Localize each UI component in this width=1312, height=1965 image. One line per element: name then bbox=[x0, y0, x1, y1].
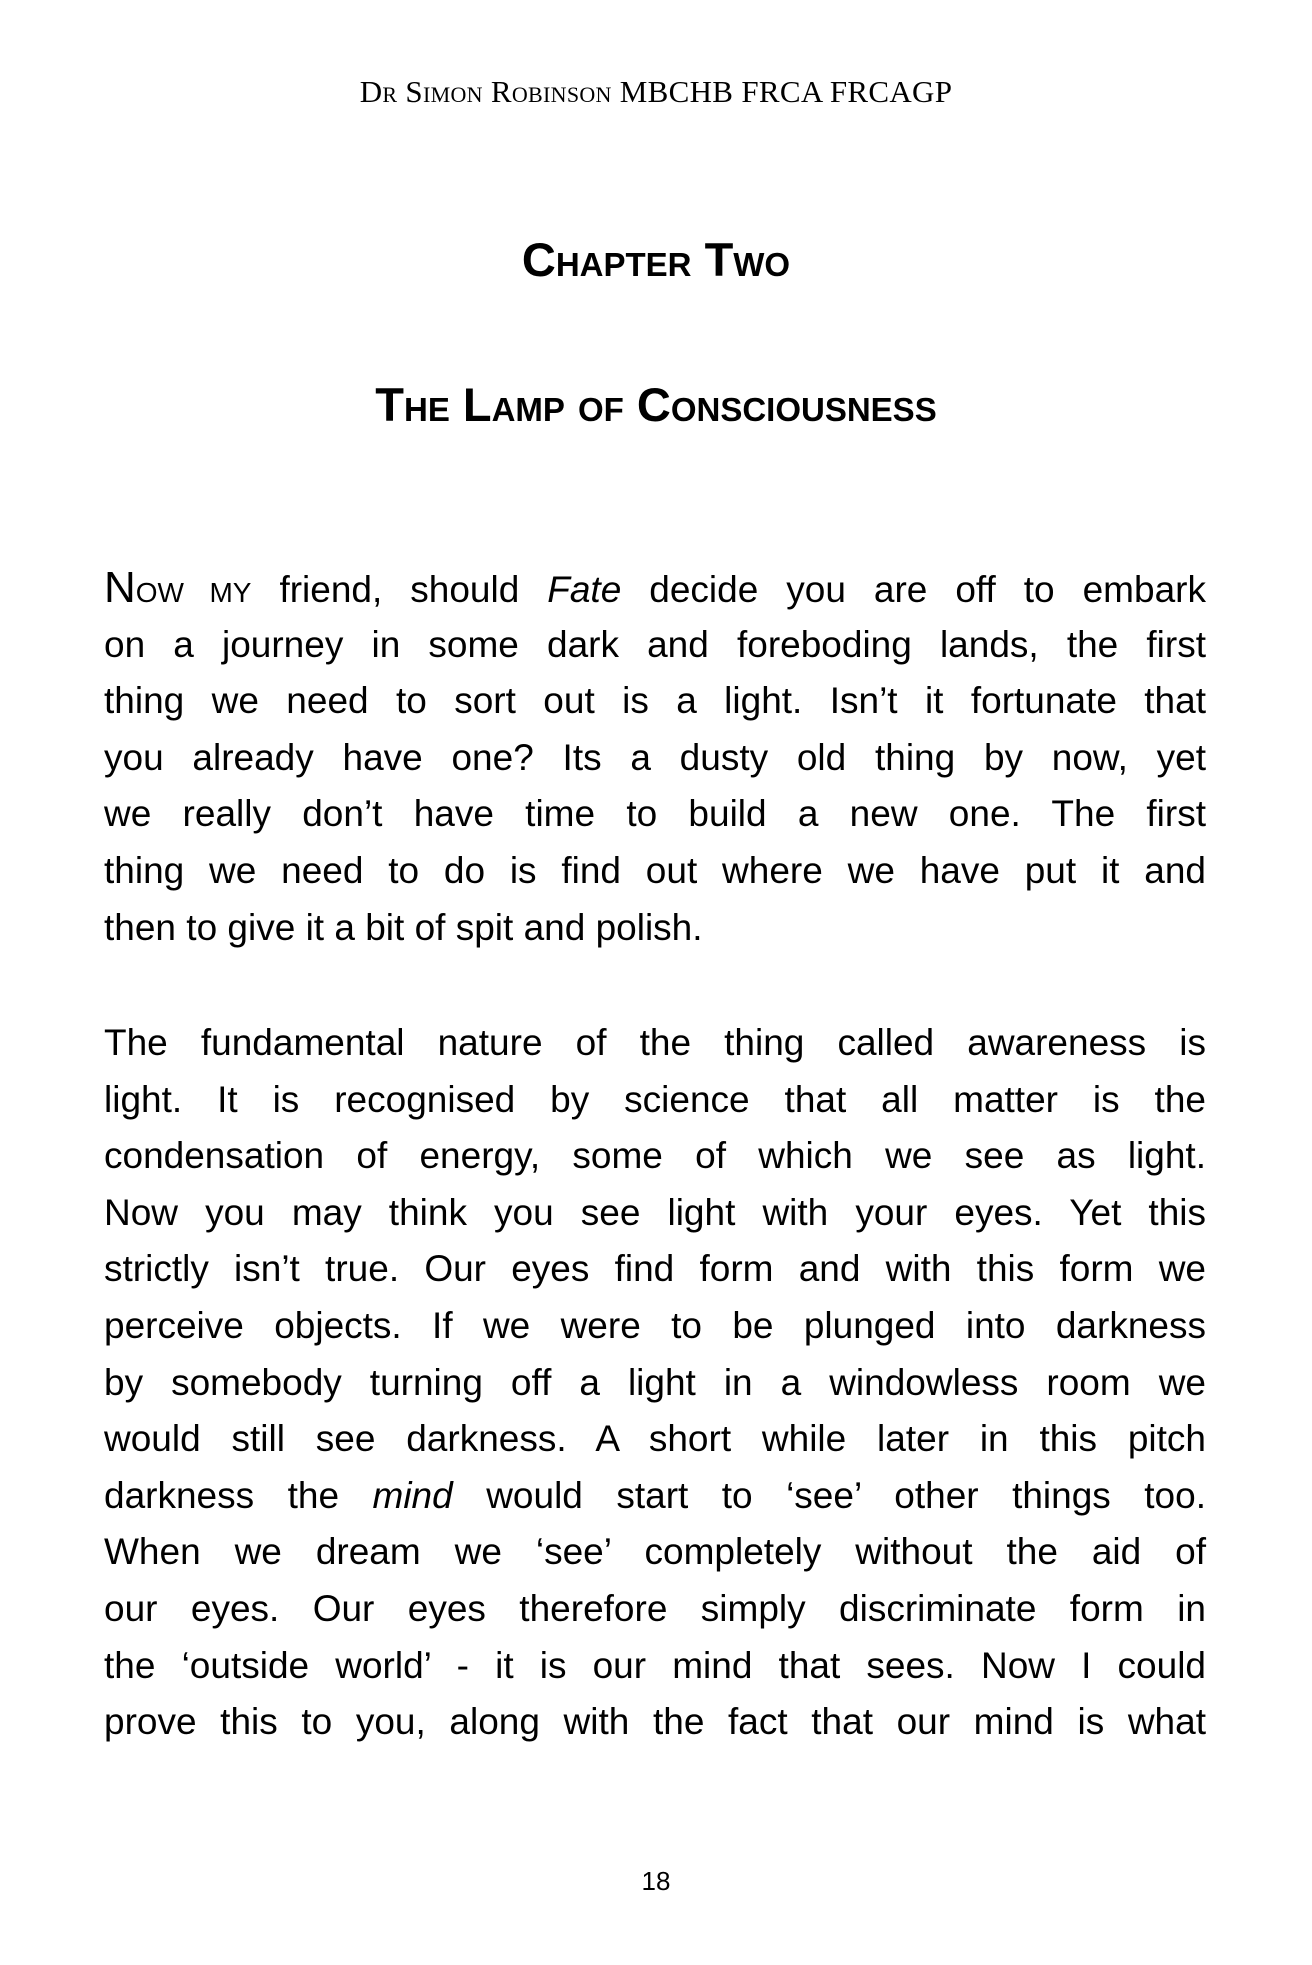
paragraph-1 bbox=[104, 560, 1206, 956]
text-run: darkness the bbox=[104, 1474, 373, 1516]
paragraph-2-line-4: Now you may think you see light with your eyes. Yet this bbox=[104, 1191, 1206, 1233]
paragraph-2-line-7: by somebody turning off a light in a windowless room we bbox=[104, 1361, 1206, 1403]
paragraph-2-line-1: The fundamental nature of the thing called awareness is bbox=[104, 1022, 1206, 1063]
italic-mind: mind bbox=[372, 1474, 453, 1516]
opening-capital: N bbox=[104, 563, 136, 612]
paragraph-1-line-5: we really don’t have time to build a new one. The first bbox=[104, 793, 1206, 835]
paragraph-2-line-3: condensation of energy, some of which we see as light. bbox=[104, 1135, 1206, 1177]
paragraph-2-line-12: the ‘outside world’ - it is our mind that sees. Now I could bbox=[104, 1644, 1206, 1686]
italic-fate: Fate bbox=[547, 569, 622, 610]
paragraph-2-line-11: our eyes. Our eyes therefore simply discriminate form in bbox=[104, 1587, 1206, 1629]
opening-small-caps: OW MY bbox=[135, 577, 252, 608]
paragraph-1-line-6: thing we need to do is find out where we have put it and bbox=[104, 849, 1206, 891]
paragraph-2-line-2: light. It is recognised by science that all matter is the bbox=[104, 1078, 1206, 1120]
paragraph-2-line-9 bbox=[104, 1468, 1206, 1525]
paragraph-1-line-7: then to give it a bit of spit and polish. bbox=[104, 906, 703, 948]
paragraph-1-line-2: on a journey in some dark and foreboding lands, the first bbox=[104, 623, 1206, 665]
paragraph-2-line-6: perceive objects. If we were to be plunged into darkness bbox=[104, 1304, 1206, 1346]
text-run: would start to ‘see’ other things too. bbox=[452, 1474, 1206, 1516]
text-run: decide you are off to embark bbox=[621, 569, 1206, 610]
page-number: 18 bbox=[641, 1866, 671, 1896]
paragraph-1-line-1 bbox=[104, 560, 1206, 617]
paragraph-1-line-3: thing we need to sort out is a light. Isn’t it fortunate that bbox=[104, 680, 1206, 722]
paragraph-1-line-4: you already have one? Its a dusty old thing by now, yet bbox=[104, 736, 1206, 778]
running-header: Dr Simon Robinson MBCHB FRCA FRCAGP bbox=[359, 74, 953, 109]
paragraph-2 bbox=[104, 1015, 1206, 1751]
paragraph-2-line-10: When we dream we ‘see’ completely without the aid of bbox=[104, 1531, 1206, 1573]
paragraph-2-line-8: would still see darkness. A short while later in this pitch bbox=[104, 1418, 1206, 1460]
paragraph-2-line-5: strictly isn’t true. Our eyes find form and with this form we bbox=[104, 1248, 1206, 1290]
chapter-number: Chapter Two bbox=[521, 233, 791, 286]
chapter-title: The Lamp of Consciousness bbox=[375, 378, 937, 431]
paragraph-2-line-13: prove this to you, along with the fact that our mind is what bbox=[104, 1701, 1206, 1743]
text-run: friend, should bbox=[251, 569, 548, 610]
opening-words bbox=[104, 563, 252, 612]
